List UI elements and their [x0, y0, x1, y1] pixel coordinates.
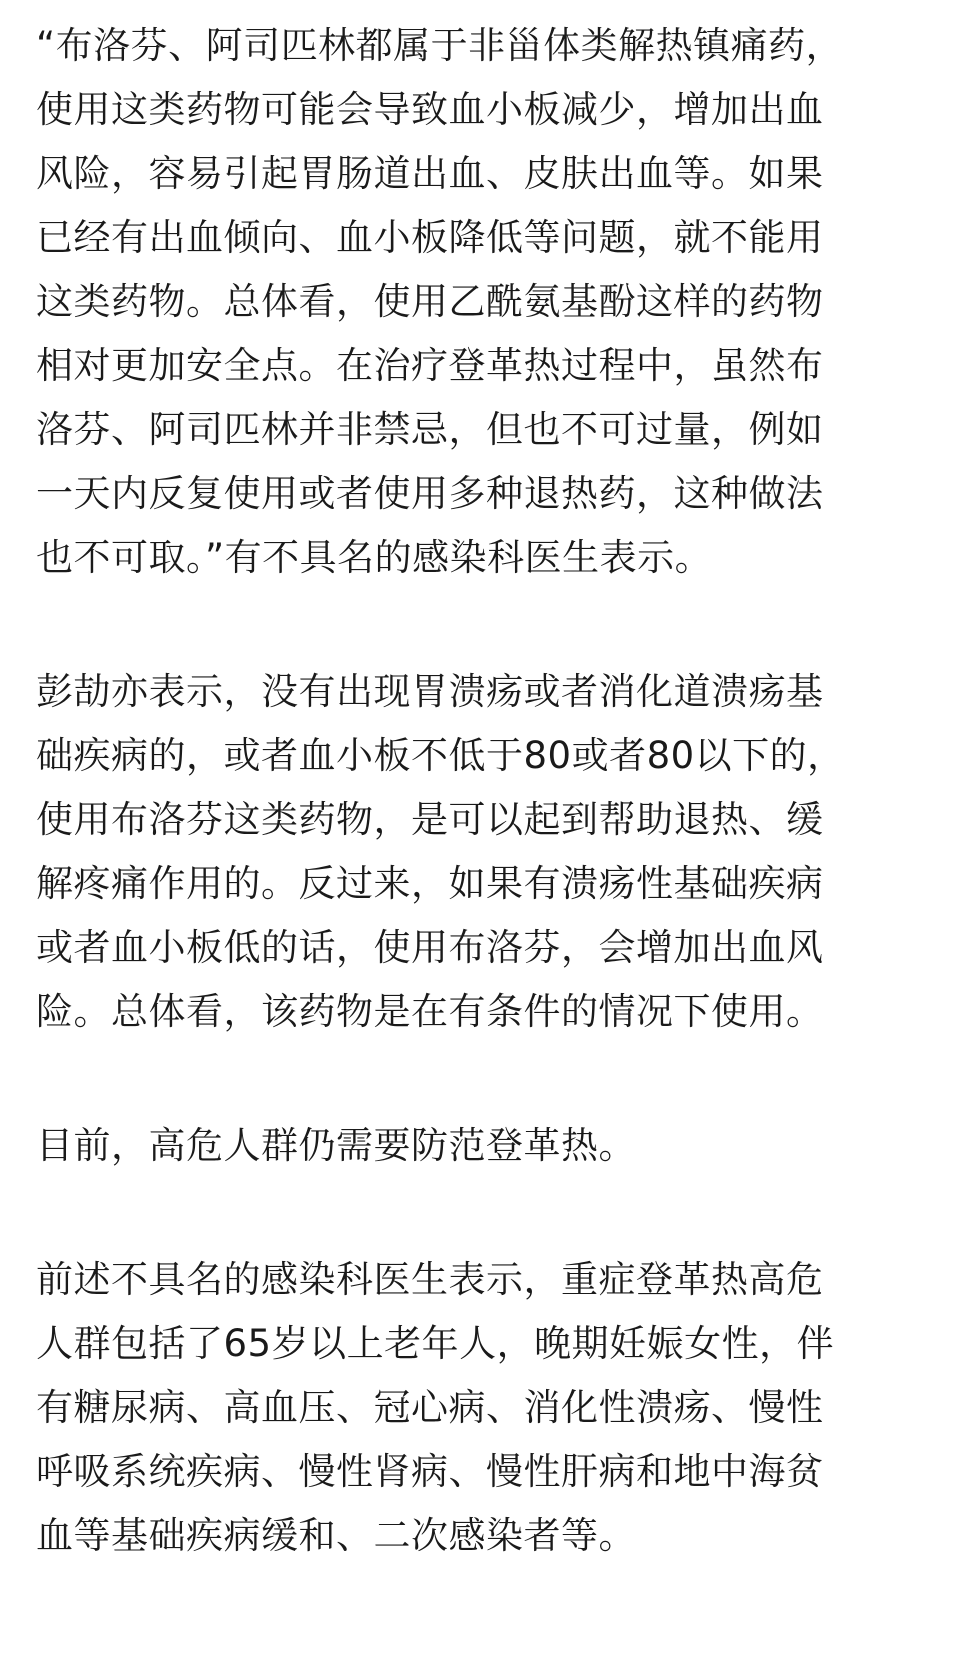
paragraph-line: 这类药物。总体看，使用乙酰氨基酚这样的药物 — [36, 280, 824, 323]
article-body — [36, 14, 916, 1568]
paragraph-line: 前述不具名的感染科医生表示，重症登革热高危 — [36, 1258, 824, 1301]
paragraph-line: 呼吸系统疾病、慢性肾病、慢性肝病和地中海贫 — [36, 1450, 824, 1493]
paragraph-line: 洛芬、阿司匹林并非禁忌，但也不可过量，例如 — [36, 408, 824, 451]
paragraph-line: 一天内反复使用或者使用多种退热药，这种做法 — [36, 472, 824, 515]
paragraph-line: 有糖尿病、高血压、冠心病、消化性溃疡、慢性 — [36, 1386, 824, 1429]
paragraph-line: 已经有出血倾向、血小板降低等问题，就不能用 — [36, 216, 824, 259]
paragraph-1 — [36, 14, 916, 590]
paragraph-line: 相对更加安全点。在治疗登革热过程中，虽然布 — [36, 344, 824, 387]
paragraph-line: “布洛芬、阿司匹林都属于非甾体类解热镇痛药， — [36, 24, 844, 67]
paragraph-line: 或者血小板低的话，使用布洛芬，会增加出血风 — [36, 926, 824, 969]
paragraph-line: 人群包括了65岁以上老年人，晚期妊娠女性，伴 — [36, 1322, 835, 1365]
paragraph-line: 彭劼亦表示，没有出现胃溃疡或者消化道溃疡基 — [36, 670, 824, 713]
paragraph-line: 血等基础疾病缓和、二次感染者等。 — [36, 1514, 636, 1557]
paragraph-line: 使用布洛芬这类药物，是可以起到帮助退热、缓 — [36, 798, 824, 841]
paragraph-line: 目前，高危人群仍需要防范登革热。 — [36, 1124, 636, 1167]
paragraph-line: 解疼痛作用的。反过来，如果有溃疡性基础疾病 — [36, 862, 824, 905]
paragraph-3 — [36, 1114, 916, 1178]
paragraph-line: 险。总体看，该药物是在有条件的情况下使用。 — [36, 990, 824, 1033]
paragraph-line: 使用这类药物可能会导致血小板减少，增加出血 — [36, 88, 824, 131]
paragraph-4 — [36, 1248, 916, 1568]
paragraph-line: 础疾病的，或者血小板不低于80或者80以下的， — [36, 734, 845, 777]
paragraph-spacer — [36, 1044, 916, 1114]
paragraph-line: 也不可取。”有不具名的感染科医生表示。 — [36, 536, 713, 579]
paragraph-2 — [36, 660, 916, 1044]
paragraph-line: 风险，容易引起胃肠道出血、皮肤出血等。如果 — [36, 152, 824, 195]
paragraph-spacer — [36, 1178, 916, 1248]
paragraph-spacer — [36, 590, 916, 660]
